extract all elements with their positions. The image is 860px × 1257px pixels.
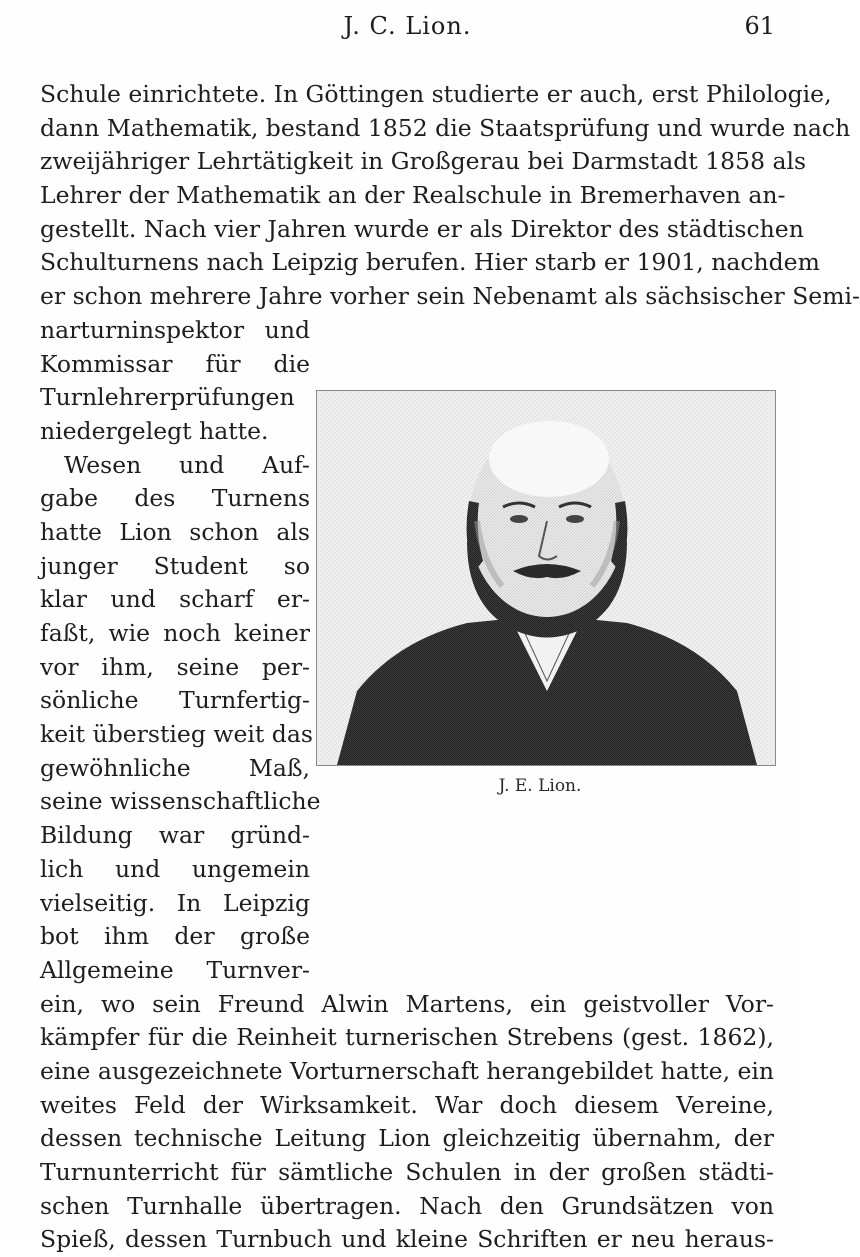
page-number: 61 — [744, 12, 775, 40]
text-line: gabe des Turnens — [40, 484, 310, 513]
text-line: Spieß, dessen Turnbuch und kleine Schriften er neu heraus- — [40, 1225, 774, 1254]
text-line: Lehrer der Mathematik an der Realschule in Bremerhaven an- — [40, 181, 786, 210]
text-line: Bildung war gründ- — [40, 821, 310, 850]
running-title: J. C. Lion. — [343, 12, 472, 40]
figure-caption: J. E. Lion. — [498, 776, 582, 796]
portrait-figure — [316, 390, 776, 766]
text-line: seine wissenschaftliche — [40, 787, 321, 816]
text-line: keit überstieg weit das — [40, 720, 313, 749]
text-line: Kommissar für die — [40, 349, 310, 378]
text-line: junger Student so — [40, 551, 310, 580]
text-line: gestellt. Nach vier Jahren wurde er als Direktor des städtischen — [40, 214, 804, 243]
text-line: eine ausgezeichnete Vorturnerschaft herangebildet hatte, ein — [40, 1056, 775, 1085]
text-line: Schule einrichtete. In Göttingen studierte er auch, erst Philologie, — [40, 80, 832, 108]
text-line: Schulturnens nach Leipzig berufen. Hier starb er 1901, nachdem — [40, 248, 820, 277]
text-line: Wesen und Auf- — [64, 450, 310, 479]
text-line: Allgemeine Turnver- — [40, 955, 310, 984]
text-line: vor ihm, seine per- — [40, 652, 310, 681]
text-line: dessen technische Leitung Lion gleichzeitig übernahm, der — [40, 1124, 774, 1153]
text-line: ein, wo sein Freund Alwin Martens, ein geistvoller Vor- — [40, 989, 774, 1018]
text-line: dann Mathematik, bestand 1852 die Staatsprüfung und wurde nach — [40, 113, 851, 142]
text-line: niedergelegt hatte. — [40, 416, 269, 445]
text-line: gewöhnliche Maß, — [40, 753, 310, 782]
running-head — [40, 8, 775, 48]
text-line: schen Turnhalle übertragen. Nach den Grundsätzen von — [40, 1191, 774, 1220]
text-line: klar und scharf er- — [40, 585, 310, 614]
text-line: faßt, wie noch keiner — [40, 619, 310, 647]
portrait-engraving — [317, 391, 775, 765]
text-line: Turnlehrerprüfungen — [40, 383, 295, 412]
text-line: lich und ungemein — [40, 854, 310, 883]
text-line: vielseitig. In Leipzig — [40, 888, 310, 917]
text-line: sönliche Turnfertig- — [40, 686, 310, 715]
text-line: weites Feld der Wirksamkeit. War doch diesem Vereine, — [40, 1090, 774, 1119]
text-line: bot ihm der große — [40, 922, 310, 951]
text-line: kämpfer für die Reinheit turnerischen Strebens (gest. 1862), — [40, 1023, 774, 1052]
text-line: er schon mehrere Jahre vorher sein Nebenamt als sächsischer Semi- — [40, 282, 860, 311]
text-line: hatte Lion schon als — [40, 517, 310, 546]
text-line: zweijähriger Lehrtätigkeit in Großgerau bei Darmstadt 1858 als — [40, 147, 807, 176]
text-line: Turnunterricht für sämtliche Schulen in der großen städti- — [40, 1158, 774, 1186]
text-line: narturninspektor und — [40, 315, 310, 344]
